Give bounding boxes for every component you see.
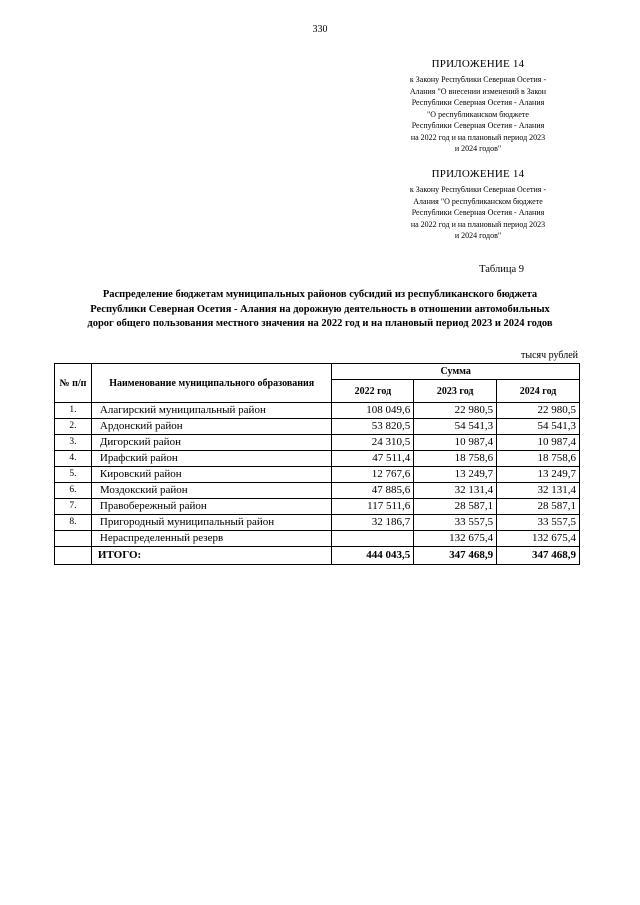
total-row [55, 547, 580, 565]
row-value-2023: 132 675,4 [414, 531, 497, 547]
header-year-2023: 2023 год [414, 380, 497, 403]
row-value-2024: 132 675,4 [497, 531, 580, 547]
appendix-note-line: и 2024 годов" [454, 144, 502, 153]
appendix-note-line: "О республиканском бюджете [427, 109, 529, 119]
page-number: 330 [312, 24, 328, 35]
row-value-2024: 32 131,4 [497, 483, 580, 499]
appendix-note-line: Алания "О республиканском бюджете [413, 196, 543, 206]
total-value-2024: 347 468,9 [497, 547, 580, 565]
appendix-note-line: и 2024 годов" [454, 231, 502, 240]
total-value-2022: 444 043,5 [332, 547, 414, 565]
row-municipality-name: Правобережный район [91, 499, 332, 515]
table-label: Таблица 9 [479, 264, 524, 275]
row-number: 2. [55, 419, 92, 435]
row-value-2024: 28 587,1 [497, 499, 580, 515]
appendix-note-line: к Закону Республики Северная Осетия - [409, 75, 547, 84]
row-value-2023: 18 758,6 [414, 451, 497, 467]
table-row [55, 403, 580, 419]
row-number: 6. [55, 483, 92, 499]
row-value-2023: 32 131,4 [414, 483, 497, 499]
row-value-2022: 117 511,6 [332, 499, 414, 515]
row-value-2024: 10 987,4 [497, 435, 580, 451]
header-year-2022: 2022 год [332, 380, 414, 403]
row-value-2023: 13 249,7 [414, 467, 497, 483]
table-row [55, 515, 580, 531]
subsidy-table [54, 363, 580, 565]
title-line: Распределение бюджетам муниципальных районов субсидий из республиканского бюджета [102, 289, 538, 300]
total-value-2023: 347 468,9 [414, 547, 497, 565]
row-value-2024: 54 541,3 [497, 419, 580, 435]
row-value-2022: 24 310,5 [332, 435, 414, 451]
row-value-2022: 47 885,6 [332, 483, 414, 499]
row-municipality-name: Ирафский район [91, 451, 332, 467]
appendix-note-line: Республики Северная Осетия - Алания [411, 208, 545, 217]
table-row [55, 435, 580, 451]
title-line: дорог общего пользования местного значения на 2022 год и на плановый период 2023 и 2024 годов [87, 318, 553, 329]
row-value-2022: 12 767,6 [332, 467, 414, 483]
row-number: 3. [55, 435, 92, 451]
row-number: 7. [55, 499, 92, 515]
appendix-note [378, 184, 578, 242]
row-value-2022: 108 049,6 [332, 403, 414, 419]
row-number: 4. [55, 451, 92, 467]
row-value-2022 [332, 531, 414, 547]
row-municipality-name: Нераспределенный резерв [91, 531, 332, 547]
appendix-heading: ПРИЛОЖЕНИЕ 14 [431, 58, 525, 70]
row-municipality-name: Моздокский район [91, 483, 332, 499]
row-municipality-name: Пригородный муниципальный район [91, 515, 332, 531]
row-value-2023: 54 541,3 [414, 419, 497, 435]
total-number-cell [55, 547, 92, 565]
row-value-2023: 28 587,1 [414, 499, 497, 515]
header-name: Наименование муниципального образования [91, 364, 332, 403]
appendix-block-amendment [378, 58, 578, 155]
table-row [55, 499, 580, 515]
row-value-2022: 53 820,5 [332, 419, 414, 435]
table-row [55, 531, 580, 547]
row-number: 1. [55, 403, 92, 419]
appendix-note-line: Республики Северная Осетия - Алания [411, 121, 545, 130]
row-number [55, 531, 92, 547]
header-number: № п/п [55, 364, 92, 403]
appendix-note-line: Республики Северная Осетия - Алания [411, 98, 545, 107]
table-row [55, 451, 580, 467]
appendix-heading: ПРИЛОЖЕНИЕ 14 [431, 168, 525, 180]
unit-label: тысяч рублей [520, 350, 578, 361]
appendix-note-line: на 2022 год и на плановый период 2023 [410, 219, 546, 229]
row-value-2023: 10 987,4 [414, 435, 497, 451]
row-number: 5. [55, 467, 92, 483]
row-value-2024: 13 249,7 [497, 467, 580, 483]
title-line: Республики Северная Осетия - Алания на дорожную деятельность в отношении автомобильных [90, 303, 550, 315]
row-value-2022: 47 511,4 [332, 451, 414, 467]
row-value-2022: 32 186,7 [332, 515, 414, 531]
table-row [55, 419, 580, 435]
row-value-2024: 33 557,5 [497, 515, 580, 531]
appendix-block-budget-law [378, 168, 578, 242]
row-value-2023: 22 980,5 [414, 403, 497, 419]
document-title [40, 288, 600, 332]
table-row [55, 483, 580, 499]
header-year-2024: 2024 год [497, 380, 580, 403]
row-value-2024: 18 758,6 [497, 451, 580, 467]
row-value-2024: 22 980,5 [497, 403, 580, 419]
row-municipality-name: Алагирский муниципальный район [91, 403, 332, 419]
row-municipality-name: Ардонский район [91, 419, 332, 435]
row-value-2023: 33 557,5 [414, 515, 497, 531]
appendix-note-line: к Закону Республики Северная Осетия - [409, 185, 547, 194]
appendix-note-line: Алания "О внесении изменений в Закон [409, 86, 547, 96]
row-municipality-name: Кировский район [91, 467, 332, 483]
header-sum: Сумма [332, 364, 580, 380]
row-number: 8. [55, 515, 92, 531]
row-municipality-name: Дигорский район [91, 435, 332, 451]
appendix-note [378, 74, 578, 155]
appendix-note-line: на 2022 год и на плановый период 2023 [410, 132, 546, 142]
table-row [55, 467, 580, 483]
total-label: ИТОГО: [91, 547, 332, 565]
